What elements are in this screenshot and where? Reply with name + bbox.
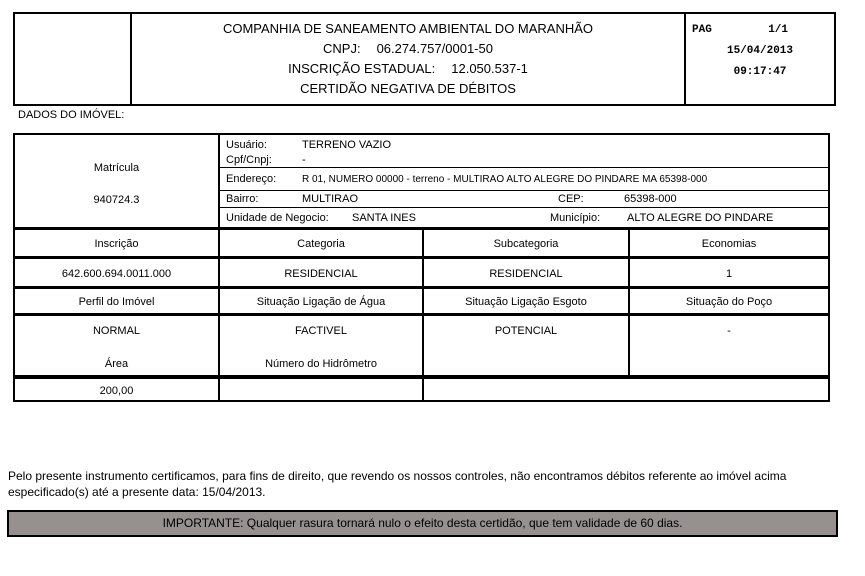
certification-line2: especificado(s) até a presente data: 15/04/2013. — [8, 485, 266, 499]
cnpj-line — [132, 39, 684, 59]
header-table — [13, 12, 836, 106]
header-ligacao-esgoto: Situação Ligação Esgoto — [422, 289, 628, 313]
bairro-label: Bairro: — [226, 193, 259, 205]
page-number: 1/1 — [768, 24, 788, 36]
header-meta — [684, 14, 834, 104]
endereco-value: R 01, NUMERO 00000 - terreno - MULTIRAO ALTO ALEGRE DO PINDARE MA 65398-000 — [302, 173, 708, 185]
endereco-label: Endereço: — [226, 173, 277, 185]
header-subcategoria: Subcategoria — [422, 230, 628, 256]
value-ligacao-esgoto: POTENCIAL — [494, 325, 558, 337]
value-hidrometro — [218, 379, 422, 400]
pag-label: PAG — [692, 24, 712, 36]
section-label: DADOS DO IMÓVEL: — [18, 109, 125, 121]
value-perfil-cell — [15, 316, 218, 375]
important-notice-bar — [7, 510, 838, 537]
value-economias: 1 — [628, 259, 828, 286]
usuario-value: TERRENO VAZIO — [302, 139, 392, 151]
value-inscricao: 642.600.694.0011.000 — [61, 268, 172, 280]
ie-value: 12.050.537-1 — [451, 61, 528, 76]
print-time: 09:17:47 — [733, 66, 787, 78]
header-hidrometro: Número do Hidrômetro — [265, 358, 377, 370]
header-center — [132, 14, 684, 104]
matricula-label: Matrícula — [93, 162, 140, 174]
details-panel — [218, 135, 828, 227]
cpf-value: - — [302, 154, 306, 166]
header-categoria: Categoria — [218, 230, 422, 256]
page-indicator — [692, 20, 828, 41]
table-row-matricula — [15, 135, 828, 227]
detail-row-endereco — [220, 168, 828, 191]
company-name: COMPANHIA DE SANEAMENTO AMBIENTAL DO MARANHÃO — [222, 21, 594, 36]
value-ligacao-agua-cell — [218, 316, 422, 375]
ie-line — [132, 59, 684, 79]
value-subcategoria: RESIDENCIAL — [422, 259, 628, 286]
municipio-label: Município: — [550, 211, 601, 224]
cpf-label: Cpf/Cnpj: — [226, 154, 272, 166]
detail-row-bairro-cep — [220, 191, 828, 208]
empty-span-cell — [422, 379, 828, 400]
unidade-value: SANTA INES — [352, 211, 416, 224]
header-area: Área — [104, 358, 129, 370]
cnpj-label: CNPJ: — [323, 41, 361, 56]
important-notice-text: IMPORTANTE: Qualquer rasura tornará nulo o efeito desta certidão, que tem validade de 60 dias. — [162, 516, 683, 530]
header-perfil: Perfil do Imóvel — [78, 296, 155, 308]
certification-line1: Pelo presente instrumento certificamos, para fins de direito, que revendo os nossos controles, não encontramos débitos referente ao imóvel acima — [8, 469, 787, 483]
certification-text — [8, 468, 858, 500]
value-perfil: NORMAL — [92, 325, 141, 337]
value-area: 200,00 — [99, 385, 134, 397]
logo-placeholder — [15, 14, 132, 104]
value-poco: - — [727, 325, 731, 337]
cep-label: CEP: — [558, 193, 584, 205]
cep-value: 65398-000 — [624, 193, 677, 205]
document-title: CERTIDÃO NEGATIVA DE DÉBITOS — [300, 81, 516, 96]
matricula-value: 940724.3 — [93, 194, 140, 206]
municipio-value: ALTO ALEGRE DO PINDARE — [627, 211, 774, 224]
detail-row-usuario — [220, 135, 828, 168]
bairro-value: MULTIRAO — [302, 193, 359, 205]
matricula-cell — [15, 135, 218, 227]
header-ligacao-agua: Situação Ligação de Água — [218, 289, 422, 313]
cnpj-value: 06.274.757/0001-50 — [376, 41, 493, 56]
table-row-values1 — [15, 256, 828, 286]
table-row-values2 — [15, 313, 828, 375]
header-economias: Economias — [628, 230, 828, 256]
value-ligacao-esgoto-cell — [422, 316, 628, 375]
table-row-headers1 — [15, 227, 828, 256]
value-poco-cell — [628, 316, 828, 375]
header-inscricao: Inscrição — [94, 238, 139, 250]
unidade-label: Unidade de Negocio: — [226, 211, 329, 224]
print-date: 15/04/2013 — [726, 45, 793, 57]
value-categoria: RESIDENCIAL — [218, 259, 422, 286]
table-row-values3 — [15, 375, 828, 400]
detail-row-unidade-municipio — [220, 208, 828, 227]
usuario-label: Usuário: — [226, 139, 267, 151]
table-row-headers2 — [15, 286, 828, 313]
property-table — [13, 133, 830, 402]
header-poco: Situação do Poço — [628, 289, 828, 313]
value-ligacao-agua: FACTIVEL — [295, 325, 347, 337]
ie-label: INSCRIÇÃO ESTADUAL: — [288, 61, 436, 76]
